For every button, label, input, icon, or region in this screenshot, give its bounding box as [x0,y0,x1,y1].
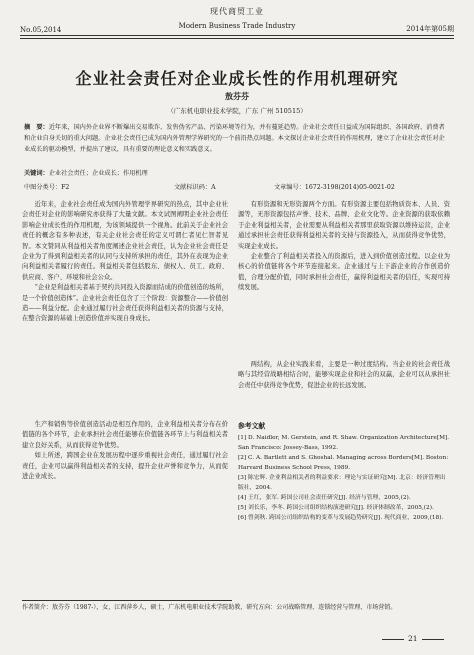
issue-right: 2014年第05期 [406,25,454,33]
journal-en: Modern Business Trade Industry [178,22,296,30]
references-heading: 参考文献 [238,422,266,430]
abstract-text: 近年来，国内外企业界不断爆出交易欺诈、发售伪劣产品、污染环境等行为，并有蔓延趋势。企业社会责任日益成为国际组织、各国政府、消费者和企业自身关切的重大问题。企业社会责任已成为国内外管理学界研究的一个前沿热点问题。本文探讨企业社会责任的作用机理，建立了企业社会责任对企业成长的驱动模型，并提出了建议，具有重要的理论意义和实践意义。 [24,124,445,153]
reference-item: [6] 曾剑秋. 跨国公司组织结构的变革与发展趋势研究[J]. 现代商业，2009,(18). [238,515,444,521]
reference-item: [5] 刘长乐，李冬. 跨国公司组织结构演进研究[J]. 经济体制改革，2005,(2). [238,505,434,511]
references-list [238,433,450,523]
article-meta [24,182,450,192]
keywords [24,168,450,177]
article-number: 文章编号：1672-3198(2014)05-0021-02 [274,184,395,191]
keywords-text: 企业社会责任；企业成长；作用机理 [48,170,148,177]
body-lower-right-column [238,360,450,391]
author-affiliation: （广东机电职业技术学院，广东 广州 510515） [167,107,307,115]
clc-number: 中图分类号：F2 [24,184,70,191]
reference-item: [1] D. Naidler, M. Gerstein, and R. Shaw. Organization Architecture[M]. San Francisco: Jossey-Bass, 1992. [238,435,450,451]
header-rule-thin [20,38,454,39]
article-title: 企业社会责任对企业成长性的作用机理研究 [75,69,399,88]
keywords-label: 关键词： [24,170,49,177]
issue-left: No.05,2014 [20,26,62,34]
paragraph: 生产和销售等价值创造活动是相互作用的，企业利益相关者分布在价值链的各个环节，企业承担社会责任能够在价值链各环节上与利益相关者建立良好关系，从而获得竞争优势。 [22,421,228,449]
header-rule-thick [20,35,454,36]
abstract-label: 摘 要： [24,124,49,131]
paragraph: 企业整合了利益相关者投入的资源后，进入到价值创造过程。以企业为核心的价值链将各个环节连接起来。企业通过与上下游企业的合作创造价值，合理分配价值，同时承担社会责任，赢得利益相关者的信任，实现可持续发展。 [238,253,450,292]
author-footnote: 作者简介：敖芬芬（1987-），女，江西萍乡人，硕士，广东机电职业技术学院助教，研究方向：公司战略管理、连锁经营与管理、市场营销。 [22,604,397,611]
footnote-rule [22,600,232,601]
body-left-column [22,200,228,325]
running-header [20,22,454,34]
paragraph: 近年来，企业社会责任成为国内外管理学界研究的热点，其中企业社会责任对企业的影响研究亦获得了大量文献。本文试图阐明企业社会责任影响企业成长性的作用机理，为该领域提供一个视角。此前关于企业社会责任的概念有多种表述，有关企业社会责任的定义可谓仁者见仁智者见智。本文赞同从利益相关者角度阐述企业社会责任，认为企业社会责任是企业为了得到利益相关者的认同与支持所承担的责任，其外在表现为企业向利益相关者履行的责任。利益相关者包括股东、债权人、员工、政府、供应商、客户、环境和社会公众。 [22,201,228,281]
article-author: 敖芬芬 [225,91,249,101]
body-right-column [238,200,450,294]
reference-item: [4] 王红，张军. 跨国公司社会责任研究[J]. 经济与管理，2005,(2). [238,495,411,501]
paragraph: 如上所述，跨国企业在发展历程中逐步重视社会责任，通过履行社会责任，企业可以赢得利益相关者的支持，提升企业声誉和竞争力，从而促进企业成长。 [22,452,228,481]
reference-item: [3] 陈宏辉. 企业利益相关者的利益要求：理论与实证研究[M]. 北京：经济管理出版社，2004. [238,475,446,491]
paragraph: 两结构，从企业实践来看，主要是一种过度结构。当企业的社会责任战略与其经营战略相结合时，能够实现企业和社会的双赢，企业可以从承担社会责任中获得竞争优势，促进企业的长远发展。 [238,361,450,389]
paragraph: 有形资源和无形资源两个方面。有形资源主要包括物质资本、人员、资源等，无形资源包括声誉、技术、品牌、企业文化等。企业资源的获取依赖于企业利益相关者，企业需要从利益相关者那里获取资源以维持运营，企业通过承担社会责任获得利益相关者的支持与资源投入，从而获得竞争优势，实现企业成长。 [238,201,450,250]
body-lower-left-column [22,420,228,482]
document-code: 文献标识码：A [174,184,216,191]
paragraph: “企业是利益相关者基于契约共同投入资源而结成的价值创造的场所，是一个价值创造体”。企业社会责任包含了三个阶段：资源整合——价值创造——利益分配。企业通过履行社会责任获得利益相关者的资源与支持，在整合资源的基础上创造价值并实现自身成长。 [22,284,228,323]
journal-name: 现代商贸工业 [210,7,264,16]
reference-item: [2] C. A. Bartlett and S. Ghoshal. Managing across Borders[M]. Boston: Harvard Business School Press, 1989. [238,455,449,471]
abstract [24,122,450,155]
page-number: 21 [378,634,448,643]
